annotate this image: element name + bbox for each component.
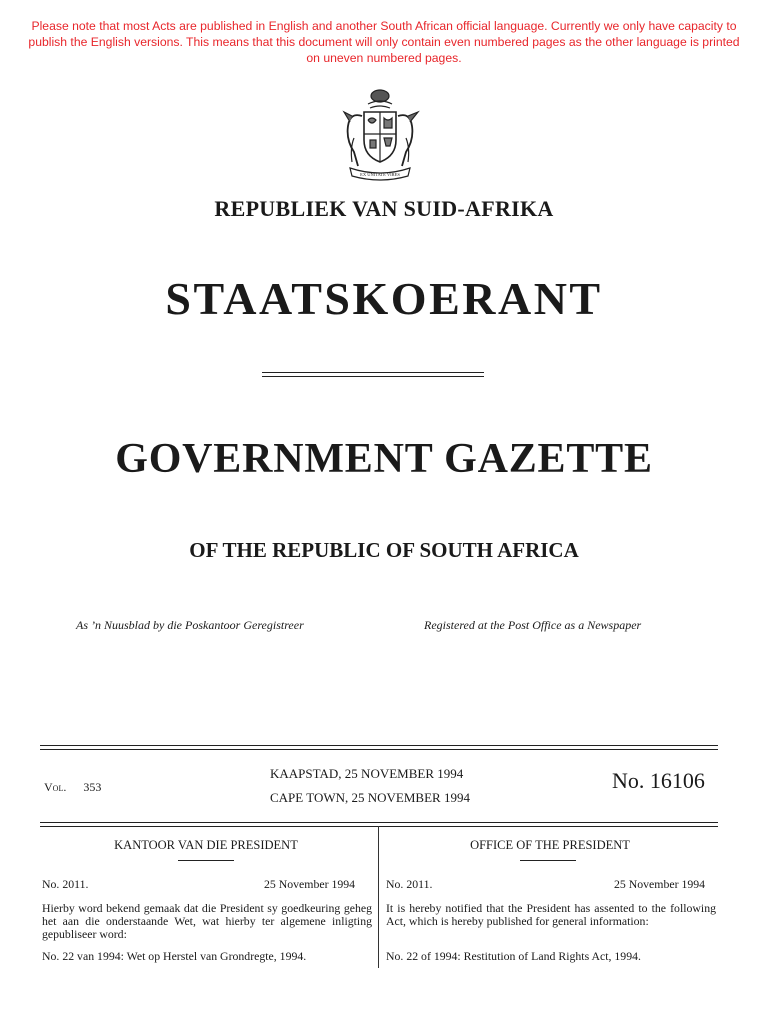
right-heading-rule — [520, 860, 576, 861]
left-column-heading: KANTOOR VAN DIE PRESIDENT — [114, 838, 298, 852]
emblem-motto: EX UNITATE VIRES — [360, 172, 400, 177]
issue-rule-top-2 — [40, 749, 718, 750]
masthead-rule-bottom — [262, 376, 484, 377]
republic-title-afrikaans: REPUBLIEK VAN SUID-AFRIKA — [214, 196, 554, 221]
registered-note-english: Registered at the Post Office as a Newspaper — [424, 618, 642, 632]
coat-of-arms-graphic — [328, 82, 432, 186]
left-notice-date: 25 November 1994 — [264, 877, 356, 891]
right-act-reference: No. 22 of 1994: Restitution of Land Rights Act, 1994. — [386, 949, 641, 963]
republic-subtitle-english: OF THE REPUBLIC OF SOUTH AFRICA — [189, 538, 579, 562]
right-notice-number: No. 2011. — [386, 877, 433, 891]
volume-label — [44, 780, 101, 795]
right-notice-date: 25 November 1994 — [614, 877, 706, 891]
issue-rule-bottom-2 — [40, 826, 718, 827]
left-notice-number: No. 2011. — [42, 877, 89, 891]
date-english: CAPE TOWN, 25 NOVEMBER 1994 — [270, 790, 470, 805]
issue-rule-top-1 — [40, 745, 718, 746]
column-divider — [378, 826, 379, 968]
left-notice-body: Hierby word bekend gemaak dat die President sy goedkeuring geheg het aan die onderstaande Wet, wat hierby ter algemene inligting gepubliseer word: — [42, 901, 372, 941]
right-column-heading: OFFICE OF THE PRESIDENT — [470, 838, 630, 852]
date-afrikaans: KAAPSTAD, 25 NOVEMBER 1994 — [270, 766, 464, 781]
publication-notice: Please note that most Acts are published in English and another South African official language. Currently we only have capacity to publish the English versions. This means that this document will only contain even numbered pages as the other language is printed on uneven numbered pages. — [28, 19, 740, 65]
left-act-reference: No. 22 van 1994: Wet op Herstel van Grondregte, 1994. — [42, 949, 307, 963]
registered-note-afrikaans: As ’n Nuusblad by die Poskantoor Geregistreer — [76, 618, 304, 632]
coat-of-arms-icon — [328, 82, 432, 186]
issue-rule-bottom-1 — [40, 822, 718, 823]
right-notice-body: It is hereby notified that the President has assented to the following Act, which is hereby published for general information: — [386, 901, 716, 928]
staatskoerant-title: STAATSKOERANT — [165, 273, 603, 324]
gazette-number: No. 16106 — [612, 768, 705, 793]
left-heading-rule — [178, 860, 234, 861]
volume-prefix: Vol. — [44, 780, 67, 794]
masthead-rule-top — [262, 372, 484, 373]
government-gazette-title: GOVERNMENT GAZETTE — [115, 436, 653, 482]
volume-number: 353 — [83, 780, 102, 794]
